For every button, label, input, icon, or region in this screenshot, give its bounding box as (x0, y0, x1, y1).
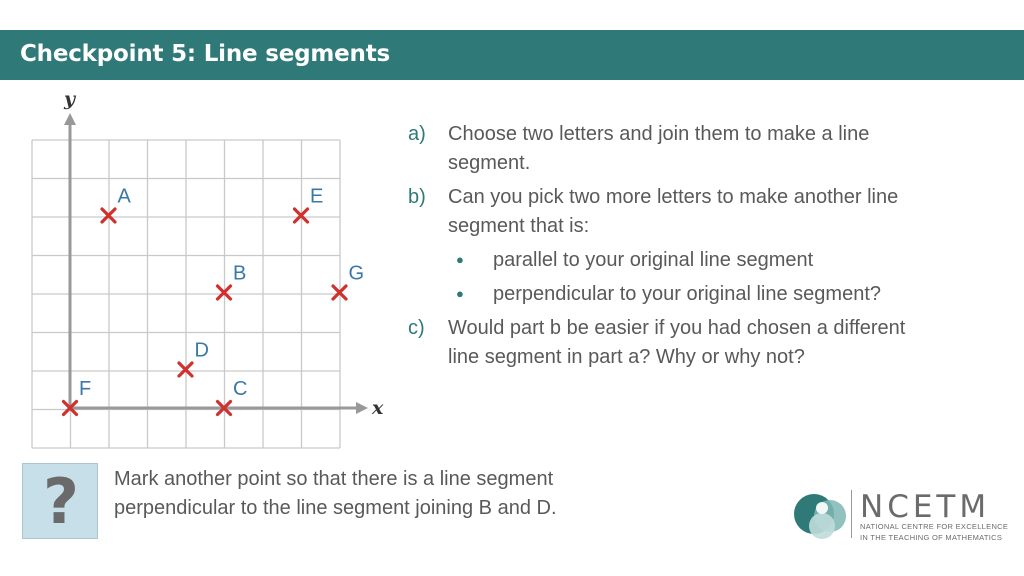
ncetm-logo-icon (792, 488, 850, 544)
y-axis-label: y (64, 88, 76, 110)
question-mark-icon: ? (43, 465, 79, 538)
point-label: B (233, 262, 247, 285)
logo-subtitle-2: IN THE TEACHING OF MATHEMATICS (860, 533, 1003, 542)
bullet-text: parallel to your original line segment (493, 249, 814, 271)
bullet-dot-icon: ● (456, 252, 464, 267)
point-label: E (310, 185, 324, 208)
point-label: F (79, 378, 92, 400)
questions (408, 120, 928, 377)
coordinate-grid (0, 85, 384, 450)
header-bar (0, 30, 1024, 80)
point-g (333, 263, 364, 300)
question-a (408, 120, 928, 177)
logo-subtitle-1: NATIONAL CENTRE FOR EXCELLENCE (860, 522, 1009, 531)
logo-name: NCETM (860, 489, 991, 525)
point-label: C (233, 378, 248, 400)
x-axis-arrow-icon (356, 402, 368, 414)
bullet-item (448, 280, 928, 309)
question-b-bullets (448, 246, 928, 308)
point-label: A (117, 185, 131, 208)
x-axis-label: x (372, 397, 384, 419)
point-label: G (348, 262, 365, 285)
bullet-dot-icon: ● (456, 285, 464, 301)
grid-lines (32, 140, 340, 448)
question-b (408, 183, 928, 240)
question-a-text: Choose two letters and join them to make a line segment. (448, 123, 870, 174)
bullet-text: perpendicular to your original line segment? (493, 282, 882, 305)
question-c (408, 314, 928, 371)
question-b-letter: b) (408, 186, 426, 208)
task-prompt: Mark another point so that there is a line segment perpendicular to the line segment joining B and D. (114, 468, 557, 519)
logo-divider (851, 490, 852, 538)
question-c-letter: c) (408, 317, 425, 339)
bullet-item (448, 246, 928, 275)
point-label: D (194, 339, 209, 362)
page-title: Checkpoint 5: Line segments (20, 41, 391, 67)
question-b-text: Can you pick two more letters to make another line segment that is: (448, 186, 899, 237)
y-axis-arrow-icon (64, 113, 76, 125)
question-c-text: Would part b be easier if you had chosen a different line segment in part a? Why or why not? (448, 317, 906, 368)
help-box (22, 463, 98, 539)
question-a-letter: a) (408, 123, 426, 145)
